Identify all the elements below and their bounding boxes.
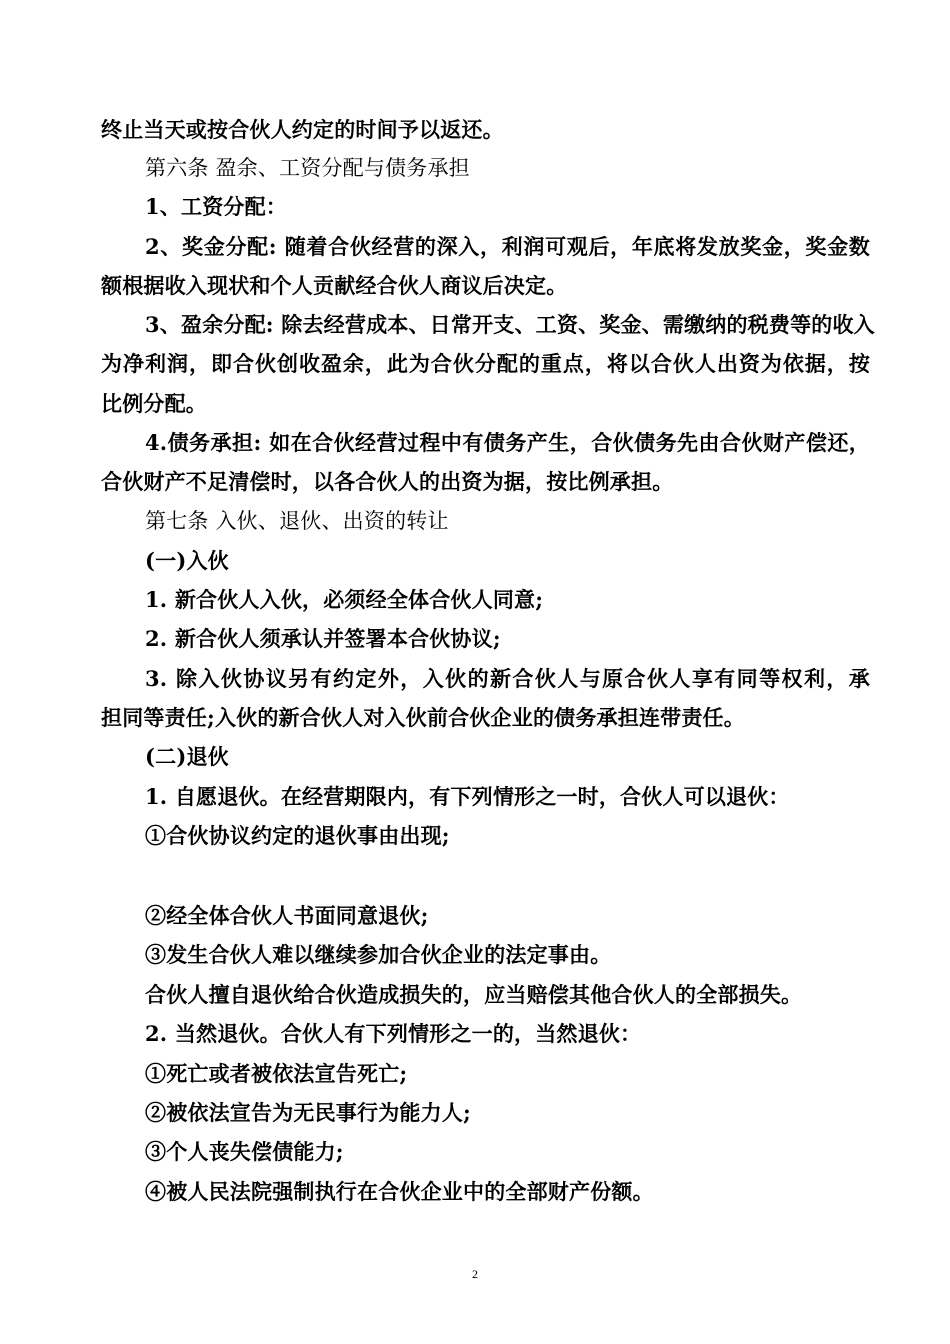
- text-line: 3. 除入伙协议另有约定外，入伙的新合伙人与原合伙人享有同等权利，承: [145, 666, 870, 691]
- subsection-heading-join: (一)入伙: [145, 548, 229, 573]
- text-line: ③发生合伙人难以继续参加合伙企业的法定事由。: [145, 942, 612, 967]
- text-line: 2. 当然退伙。合伙人有下列情形之一的，当然退伙：: [145, 1021, 642, 1046]
- text-line: ②经全体合伙人书面同意退伙;: [145, 903, 429, 928]
- section-heading-article-6: 第六条 盈余、工资分配与债务承担: [145, 156, 470, 180]
- text-line: ③个人丧失偿债能力;: [145, 1139, 344, 1164]
- text-line: 2、奖金分配: 随着合伙经营的深入，利润可观后，年底将发放奖金，奖金数: [145, 234, 870, 259]
- text-line: 担同等责任;入伙的新合伙人对入伙前合伙企业的债务承担连带责任。: [101, 705, 745, 730]
- text-line: ④被人民法院强制执行在合伙企业中的全部财产份额。: [145, 1179, 654, 1204]
- text-line: 4.债务承担: 如在合伙经营过程中有债务产生，合伙债务先由合伙财产偿还，: [145, 430, 870, 455]
- text-line: 合伙人擅自退伙给合伙造成损失的，应当赔偿其他合伙人的全部损失。: [145, 982, 803, 1007]
- text-line: 1. 自愿退伙。在经营期限内，有下列情形之一时，合伙人可以退伙：: [145, 784, 790, 809]
- text-line: 1. 新合伙人入伙，必须经全体合伙人同意;: [145, 587, 544, 612]
- text-line: 额根据收入现状和个人贡献经合伙人商议后决定。: [101, 273, 568, 298]
- text-line: 2. 新合伙人须承认并签署本合伙协议;: [145, 626, 501, 651]
- page-number: 2: [472, 1267, 478, 1281]
- section-heading-article-7: 第七条 入伙、退伙、出资的转让: [145, 509, 449, 533]
- text-line: ②被依法宣告为无民事行为能力人;: [145, 1100, 471, 1125]
- text-line: ①合伙协议约定的退伙事由出现;: [145, 823, 450, 848]
- text-line: 3、盈余分配: 除去经营成本、日常开支、工资、奖金、需缴纳的税费等的收入: [145, 312, 875, 337]
- text-line: 为净利润，即合伙创收盈余，此为合伙分配的重点，将以合伙人出资为依据，按: [101, 351, 870, 376]
- text-line: 1、工资分配：: [145, 194, 288, 219]
- text-line: 合伙财产不足清偿时，以各合伙人的出资为据，按比例承担。: [101, 469, 674, 494]
- subsection-heading-withdraw: (二)退伙: [145, 744, 229, 769]
- text-line: ①死亡或者被依法宣告死亡;: [145, 1061, 408, 1086]
- text-line: 比例分配。: [101, 391, 207, 416]
- text-line: 终止当天或按合伙人约定的时间予以返还。: [101, 117, 504, 142]
